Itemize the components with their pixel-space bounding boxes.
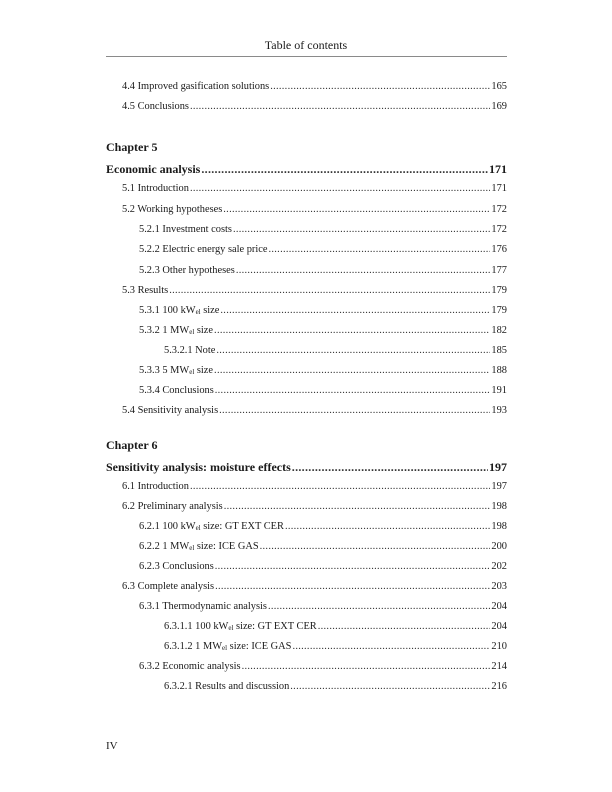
toc-entry-page: 176 (491, 244, 507, 255)
dot-leader (260, 540, 491, 554)
dot-leader (215, 580, 490, 594)
toc-entry-label (139, 364, 213, 378)
toc-entry-page: 200 (491, 541, 507, 552)
label-subscript: el (222, 644, 228, 652)
toc-entry[interactable] (139, 520, 507, 534)
toc-entry-label: 5.2.3 Other hypotheses (139, 265, 235, 276)
toc-chapter-page: 197 (489, 460, 507, 474)
toc-entry[interactable] (139, 600, 507, 614)
toc-entry-page: 179 (491, 305, 507, 316)
toc-entry-label: 5.1 Introduction (122, 183, 189, 194)
dot-leader (270, 80, 490, 94)
toc-entry-page: 172 (491, 204, 507, 215)
toc-entry-label: 5.3.4 Conclusions (139, 385, 214, 396)
toc-entry-label: 4.4 Improved gasification solutions (122, 81, 270, 92)
dot-leader (215, 384, 491, 398)
toc-entry[interactable] (139, 384, 507, 398)
toc-entry-page: 177 (491, 265, 507, 276)
toc-entry-label: 6.2 Preliminary analysis (122, 501, 223, 512)
toc-entry[interactable] (122, 480, 507, 494)
label-text: 5.3.3 5 MW (139, 365, 190, 376)
toc-entry-label (164, 620, 317, 634)
label-text: size (200, 305, 220, 316)
toc-chapter-title[interactable] (106, 161, 507, 177)
toc-entry-page: 204 (491, 621, 507, 632)
toc-entry-label: 5.3.2.1 Note (164, 345, 216, 356)
dot-leader (216, 344, 490, 358)
chapter-heading: Chapter 5 (106, 140, 158, 154)
toc-entry-label: 5.2 Working hypotheses (122, 204, 223, 215)
toc-entry-label: 5.4 Sensitivity analysis (122, 405, 219, 416)
toc-entry-page: 188 (491, 365, 507, 376)
toc-entry[interactable] (122, 404, 507, 418)
toc-entry-label: 6.3.2 Economic analysis (139, 661, 241, 672)
toc-entry[interactable] (164, 680, 507, 694)
toc-entry-label (164, 640, 291, 654)
toc-entry-page: 171 (491, 183, 507, 194)
toc-entry[interactable] (139, 223, 507, 237)
dot-leader (214, 324, 490, 338)
toc-entry-page: 182 (491, 325, 507, 336)
dot-leader (318, 620, 491, 634)
label-subscript: el (189, 328, 195, 336)
dot-leader (285, 520, 490, 534)
toc-entry[interactable] (139, 560, 507, 574)
toc-entry-page: 204 (491, 601, 507, 612)
dot-leader (201, 161, 488, 177)
toc-entry-page: 197 (491, 481, 507, 492)
toc-entry-label: 5.2.1 Investment costs (139, 224, 232, 235)
label-text: size: GT EXT CER (233, 621, 317, 632)
toc-entry[interactable] (122, 580, 507, 594)
toc-entry-label: 5.2.2 Electric energy sale price (139, 244, 268, 255)
toc-entry-label: 6.3.1 Thermodynamic analysis (139, 601, 267, 612)
dot-leader (290, 680, 490, 694)
toc-entry-page: 185 (491, 345, 507, 356)
toc-entry-page: 165 (491, 81, 507, 92)
toc-entry-label: 6.2.3 Conclusions (139, 561, 214, 572)
dot-leader (220, 304, 490, 318)
dot-leader (214, 364, 490, 378)
dot-leader (190, 100, 490, 114)
toc-entry[interactable] (164, 344, 507, 358)
toc-chapter-label: Economic analysis (106, 162, 201, 176)
dot-leader (224, 500, 491, 514)
dot-leader (242, 660, 491, 674)
chapter-heading: Chapter 6 (106, 438, 158, 452)
label-subscript: el (195, 308, 201, 316)
toc-entry[interactable] (122, 284, 507, 298)
label-subscript: el (195, 524, 201, 532)
dot-leader (268, 243, 490, 257)
toc-entry-label: 6.3 Complete analysis (122, 581, 215, 592)
toc-entry-page: 202 (491, 561, 507, 572)
toc-entry[interactable] (122, 500, 507, 514)
toc-entry-label: 6.3.2.1 Results and discussion (164, 681, 290, 692)
toc-entry-label (139, 324, 213, 338)
toc-entry[interactable] (164, 620, 507, 634)
dot-leader (223, 203, 490, 217)
toc-chapter-page: 171 (489, 162, 507, 176)
toc-entry[interactable] (139, 660, 507, 674)
label-text: 6.2.1 100 kW (139, 521, 196, 532)
dot-leader (268, 600, 490, 614)
toc-entry-page: 198 (491, 501, 507, 512)
toc-entry-label: 4.5 Conclusions (122, 101, 189, 112)
toc-entry[interactable] (139, 264, 507, 278)
label-text: size (194, 325, 214, 336)
label-text: 6.3.1.2 1 MW (164, 641, 223, 652)
toc-entry-label: 6.1 Introduction (122, 481, 189, 492)
dot-leader (169, 284, 490, 298)
page-number: IV (106, 740, 118, 752)
toc-entry-page: 198 (491, 521, 507, 532)
toc-entry-page: 210 (491, 641, 507, 652)
toc-entry[interactable] (139, 324, 507, 338)
header-rule (106, 56, 507, 57)
label-text: size: ICE GAS (194, 541, 259, 552)
dot-leader (190, 480, 490, 494)
toc-entry-label (139, 304, 219, 318)
toc-entry-label (139, 540, 259, 554)
dot-leader (292, 459, 488, 475)
label-text: 5.3.2 1 MW (139, 325, 190, 336)
label-text: size (194, 365, 214, 376)
label-subscript: el (228, 624, 234, 632)
toc-entry-page: 191 (491, 385, 507, 396)
toc-entry-page: 179 (491, 285, 507, 296)
label-subscript: el (189, 544, 195, 552)
toc-chapter-title[interactable] (106, 459, 507, 475)
toc-entry-page: 203 (491, 581, 507, 592)
dot-leader (219, 404, 490, 418)
toc-entry-page: 169 (491, 101, 507, 112)
toc-entry[interactable] (122, 80, 507, 94)
dot-leader (233, 223, 490, 237)
label-text: 6.3.1.1 100 kW (164, 621, 229, 632)
toc-entry[interactable] (122, 100, 507, 114)
label-text: size: GT EXT CER (200, 521, 284, 532)
toc-entry[interactable] (139, 364, 507, 378)
label-text: 6.2.2 1 MW (139, 541, 190, 552)
dot-leader (215, 560, 491, 574)
dot-leader (292, 640, 490, 654)
dot-leader (190, 182, 490, 196)
toc-entry[interactable] (122, 182, 507, 196)
label-subscript: el (189, 368, 195, 376)
toc-entry[interactable] (164, 640, 507, 654)
label-text: 5.3.1 100 kW (139, 305, 196, 316)
toc-entry[interactable] (139, 304, 507, 318)
running-header-title: Table of contents (264, 38, 348, 52)
toc-entry[interactable] (122, 203, 507, 217)
toc-chapter-label: Sensitivity analysis: moisture effects (106, 460, 291, 474)
toc-entry-label (139, 520, 284, 534)
toc-entry-page: 193 (491, 405, 507, 416)
toc-entry-page: 172 (491, 224, 507, 235)
toc-entry-label: 5.3 Results (122, 285, 169, 296)
label-text: size: ICE GAS (227, 641, 292, 652)
toc-entry[interactable] (139, 243, 507, 257)
toc-entry-page: 214 (491, 661, 507, 672)
toc-entry-page: 216 (491, 681, 507, 692)
dot-leader (236, 264, 491, 278)
toc-entry[interactable] (139, 540, 507, 554)
